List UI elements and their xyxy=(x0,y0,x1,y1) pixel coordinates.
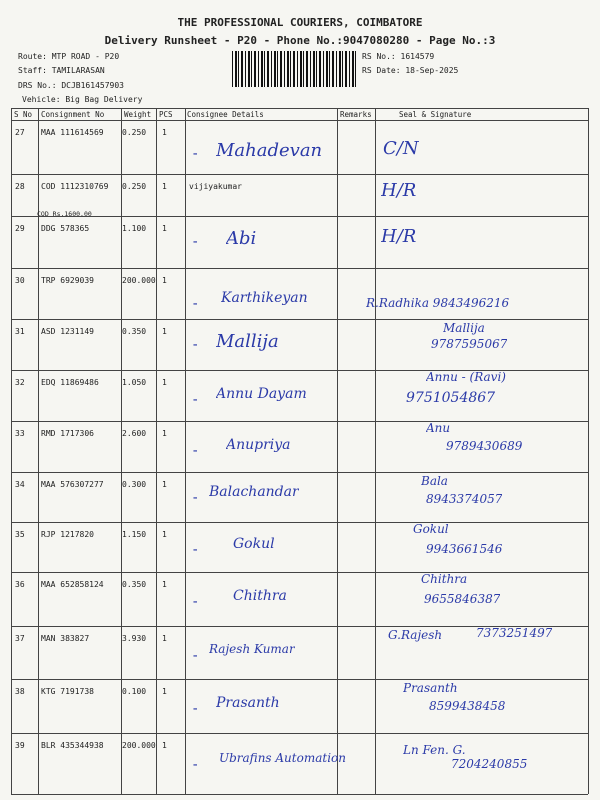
handwritten-phone: 9787595067 xyxy=(431,337,508,351)
consignment-number: KTG 7191738 xyxy=(41,687,94,696)
dash-mark: - xyxy=(191,757,200,773)
handwritten-consignee-name: Anupriya xyxy=(226,437,291,453)
pieces-count: 1 xyxy=(162,327,167,336)
weight-value: 0.350 xyxy=(122,327,147,336)
serial-number: 37 xyxy=(15,634,25,643)
pieces-count: 1 xyxy=(162,378,167,387)
col-header-consignee: Consignee Details xyxy=(187,110,264,119)
serial-number: 38 xyxy=(15,687,25,696)
pieces-count: 1 xyxy=(162,634,167,643)
consignment-number: MAA 111614569 xyxy=(41,128,104,137)
staff-text: Staff: TAMILARASAN xyxy=(18,66,105,75)
table-row xyxy=(11,319,588,370)
dash-mark: - xyxy=(191,234,200,250)
dash-mark: - xyxy=(191,701,200,717)
weight-value: 1.150 xyxy=(122,530,147,539)
serial-number: 29 xyxy=(15,224,25,233)
dash-mark: - xyxy=(191,337,200,353)
handwritten-signature: Mallija xyxy=(443,321,485,335)
consignee-name: vijiyakumar xyxy=(189,182,242,191)
dash-mark: - xyxy=(191,594,200,610)
dash-mark: - xyxy=(191,392,200,408)
col-header-pcs: PCS xyxy=(159,110,173,119)
handwritten-phone: 7204240855 xyxy=(451,757,528,771)
serial-number: 28 xyxy=(15,182,25,191)
col-header-consignment: Consignment No xyxy=(41,110,105,119)
table-row xyxy=(11,120,588,174)
serial-number: 34 xyxy=(15,480,25,489)
rs-date: RS Date: 18-Sep-2025 xyxy=(362,66,459,75)
dash-mark: - xyxy=(191,296,200,312)
table-row xyxy=(11,421,588,472)
col-header-sno: S No xyxy=(14,110,33,119)
pieces-count: 1 xyxy=(162,128,167,137)
table-row xyxy=(11,472,588,522)
weight-value: 0.350 xyxy=(122,580,147,589)
handwritten-signature: Bala xyxy=(421,474,448,488)
dash-mark: - xyxy=(191,443,200,459)
consignment-number: COD 1112310769 xyxy=(41,182,109,191)
consignment-number: DDG 578365 xyxy=(41,224,90,233)
consignment-number: TRP 6929039 xyxy=(41,276,94,285)
handwritten-phone: 9789430689 xyxy=(446,439,523,453)
weight-value: 1.050 xyxy=(122,378,147,387)
handwritten-phone: 9943661546 xyxy=(426,542,503,556)
handwritten-phone: 9655846387 xyxy=(424,592,501,606)
handwritten-consignee-name: Mallija xyxy=(216,331,279,352)
serial-number: 30 xyxy=(15,276,25,285)
handwritten-signature: Gokul xyxy=(413,522,449,536)
table-row xyxy=(11,174,588,216)
consignment-number: RJP 1217820 xyxy=(41,530,94,539)
dash-mark: - xyxy=(191,542,200,558)
route-text: Route: MTP ROAD - P20 xyxy=(18,52,120,61)
pieces-count: 1 xyxy=(162,276,167,285)
runsheet-table xyxy=(11,108,588,794)
weight-value: 0.250 xyxy=(122,128,147,137)
table-row xyxy=(11,733,588,794)
handwritten-signature: R.Radhika 9843496216 xyxy=(366,296,510,310)
drs-number: DRS No.: DCJB161457903 xyxy=(18,81,124,90)
pieces-count: 1 xyxy=(162,530,167,539)
handwritten-signature: C/N xyxy=(383,138,419,159)
table-row xyxy=(11,679,588,733)
rs-number: RS No.: 1614579 xyxy=(362,52,435,61)
table-row xyxy=(11,522,588,572)
pieces-count: 1 xyxy=(162,182,167,191)
barcode-image xyxy=(232,51,356,87)
pieces-count: 1 xyxy=(162,224,167,233)
pieces-count: 1 xyxy=(162,429,167,438)
table-row xyxy=(11,268,588,319)
cod-amount: COD Rs.1600.00 xyxy=(37,210,92,218)
handwritten-signature: Prasanth xyxy=(403,681,458,695)
consignment-number: MAA 576307277 xyxy=(41,480,104,489)
serial-number: 39 xyxy=(15,741,25,750)
pieces-count: 1 xyxy=(162,480,167,489)
table-column-rule xyxy=(588,108,589,794)
handwritten-consignee-name: Ubrafins Automation xyxy=(219,751,346,765)
col-header-remarks: Remarks xyxy=(340,110,372,119)
consignment-number: MAN 383827 xyxy=(41,634,90,643)
dash-mark: - xyxy=(191,648,200,664)
serial-number: 31 xyxy=(15,327,25,336)
weight-value: 0.300 xyxy=(122,480,147,489)
handwritten-consignee-name: Gokul xyxy=(233,536,275,552)
handwritten-phone: 7373251497 xyxy=(476,626,553,640)
pieces-count: 1 xyxy=(162,580,167,589)
handwritten-consignee-name: Karthikeyan xyxy=(221,290,308,306)
consignment-number: MAA 652858124 xyxy=(41,580,104,589)
consignment-number: BLR 435344938 xyxy=(41,741,104,750)
pieces-count: 1 xyxy=(162,741,167,750)
handwritten-phone: 8599438458 xyxy=(429,699,506,713)
weight-value: 200.000 xyxy=(122,741,156,750)
handwritten-signature: G.Rajesh xyxy=(388,628,443,642)
handwritten-signature: Chithra xyxy=(421,572,468,586)
col-header-weight: Weight xyxy=(124,110,152,119)
handwritten-consignee-name: Balachandar xyxy=(209,484,299,500)
runsheet-subtitle: Delivery Runsheet - P20 - Phone No.:9047080280 - Page No.:3 xyxy=(104,34,496,47)
table-rule xyxy=(11,794,588,795)
serial-number: 32 xyxy=(15,378,25,387)
dash-mark: - xyxy=(191,146,200,162)
table-row xyxy=(11,370,588,421)
handwritten-signature: Annu - (Ravi) xyxy=(426,370,506,384)
table-rule xyxy=(11,108,588,109)
handwritten-signature: Ln Fen. G. xyxy=(403,743,466,757)
pieces-count: 1 xyxy=(162,687,167,696)
dash-mark: - xyxy=(191,490,200,506)
serial-number: 33 xyxy=(15,429,25,438)
consignment-number: RMD 1717306 xyxy=(41,429,94,438)
consignment-number: ASD 1231149 xyxy=(41,327,94,336)
handwritten-signature: H/R xyxy=(381,180,417,201)
company-title: THE PROFESSIONAL COURIERS, COIMBATORE xyxy=(177,16,423,29)
weight-value: 0.250 xyxy=(122,182,147,191)
handwritten-signature: H/R xyxy=(381,226,417,247)
handwritten-signature: Anu xyxy=(426,421,451,435)
handwritten-phone: 8943374057 xyxy=(426,492,503,506)
weight-value: 0.100 xyxy=(122,687,147,696)
serial-number: 27 xyxy=(15,128,25,137)
handwritten-consignee-name: Mahadevan xyxy=(216,140,323,161)
weight-value: 200.000 xyxy=(122,276,156,285)
serial-number: 36 xyxy=(15,580,25,589)
table-row xyxy=(11,216,588,268)
vehicle-text: Vehicle: Big Bag Delivery xyxy=(22,95,143,104)
handwritten-consignee-name: Annu Dayam xyxy=(216,386,307,402)
weight-value: 2.600 xyxy=(122,429,147,438)
weight-value: 3.930 xyxy=(122,634,147,643)
consignment-number: EDQ 11869486 xyxy=(41,378,99,387)
col-header-seal: Seal & Signature xyxy=(399,110,472,119)
handwritten-phone: 9751054867 xyxy=(406,390,496,406)
table-row xyxy=(11,572,588,626)
handwritten-consignee-name: Abi xyxy=(226,228,257,249)
table-row xyxy=(11,626,588,679)
handwritten-consignee-name: Prasanth xyxy=(216,695,280,711)
handwritten-consignee-name: Chithra xyxy=(233,588,287,604)
serial-number: 35 xyxy=(15,530,25,539)
handwritten-consignee-name: Rajesh Kumar xyxy=(209,642,295,656)
weight-value: 1.100 xyxy=(122,224,147,233)
